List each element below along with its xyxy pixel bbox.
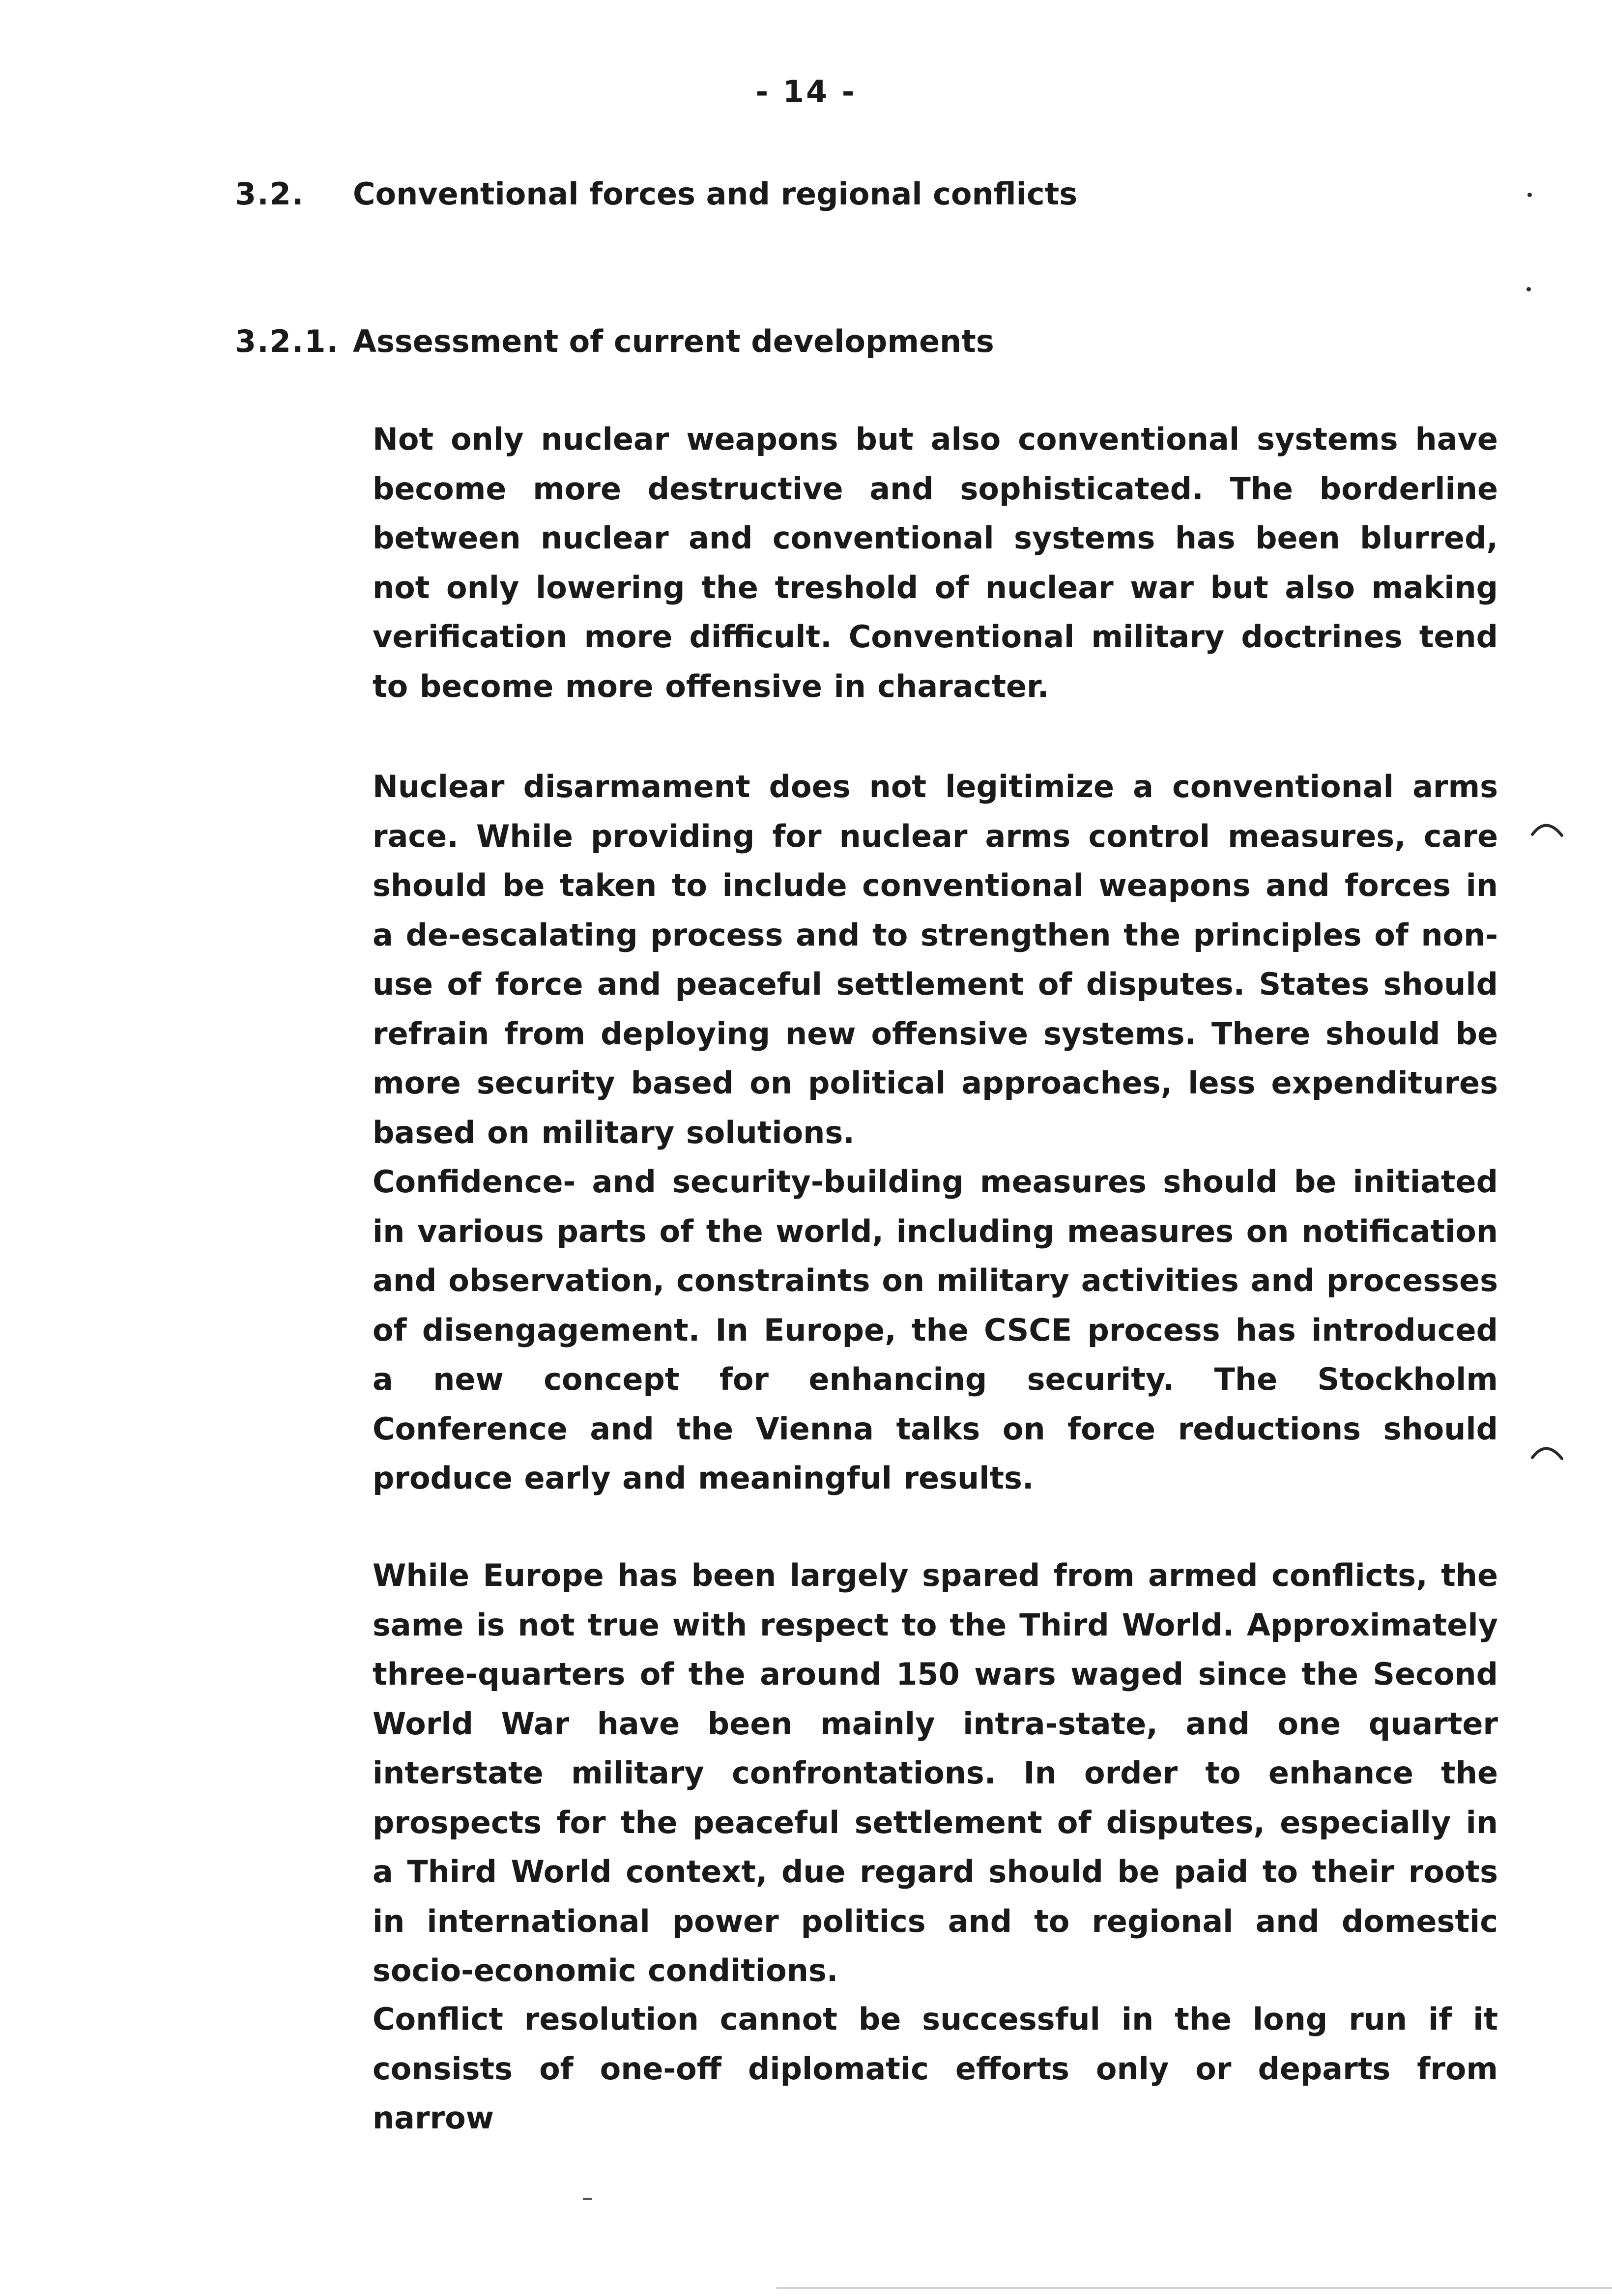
paragraph-conventional-systems: Not only nuclear weapons but also conventional systems have become more destructive and sophisticated. The borderline between nuclear and conventional systems has been blurred, not only lowering the treshold of nuclear war but also making verification more difficult. Conventional military doctrines tend to become more offensive in character. [373, 421, 1498, 704]
scan-speck [1526, 287, 1531, 291]
paragraph-nuclear-disarmament: Nuclear disarmament does not legitimize a conventional arms race. While providing for nuclear arms control measures, care should be taken to include conventional weapons and forces in a de-escalating process and to strengthen the principles of non-use of force and peaceful settlement of disputes. States should refrain from deploying new offensive systems. There should be more security based on political approaches, less expenditures based on military solutions. [373, 769, 1498, 1150]
binding-hole-mark [1530, 819, 1570, 848]
subsection-number: 3.2.1. [235, 323, 340, 359]
scan-speck [583, 2198, 592, 2200]
section-title: Conventional forces and regional conflicts [353, 176, 1078, 212]
scan-edge-line [777, 2287, 1612, 2289]
page-number: - 14 - [755, 74, 857, 110]
paragraph-confidence-building: Confidence- and security-building measures should be initiated in various parts of the world, including measures on notification and observation, constraints on military activities and processes of disengagement. In Europe, the CSCE process has introduced a new concept for enhancing security. The Stockholm Conference and the Vienna talks on force reductions should produce early and meaningful results. [373, 1164, 1498, 1496]
section-number: 3.2. [235, 176, 305, 212]
subsection-heading [235, 316, 1414, 371]
subsection-title: Assessment of current developments [353, 323, 994, 359]
binding-hole-mark [1530, 1442, 1570, 1471]
paragraph-conflict-resolution: Conflict resolution cannot be successful in the long run if it consists of one-off diplomatic efforts only or departs from narrow [373, 2001, 1498, 2136]
scan-speck [1527, 193, 1532, 197]
section-heading [235, 169, 1414, 272]
paragraph-third-world-conflicts: While Europe has been largely spared from armed conflicts, the same is not true with respect to the Third World. Approximately three-quarters of the around 150 wars waged since the Second World War have been mainly intra-state, and one quarter interstate military confrontations. In order to enhance the prospects for the peaceful settlement of disputes, especially in a Third World context, due regard should be paid to their roots in international power politics and to regional and domestic socio-economic conditions. [373, 1557, 1498, 1988]
